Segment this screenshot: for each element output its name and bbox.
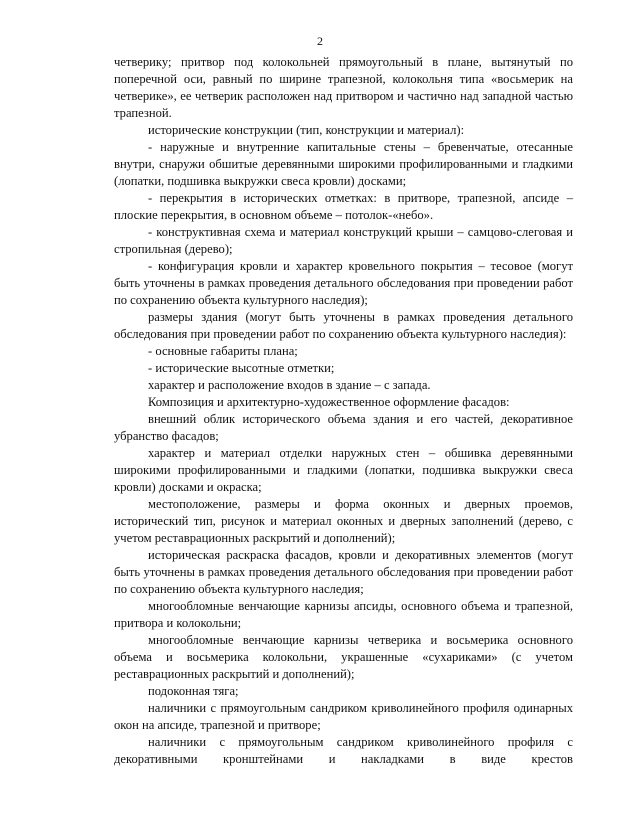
paragraph: - основные габариты плана; xyxy=(148,344,298,358)
page-number: 2 xyxy=(317,34,323,48)
paragraph: Композиция и архитектурно-художественное оформление фасадов: xyxy=(148,395,510,409)
paragraph: внешний облик исторического объема здания и его частей, декоративное убранство фасадов; xyxy=(114,412,573,443)
paragraph: многообломные венчающие карнизы апсиды, основного объема и трапезной, притвора и колокольни; xyxy=(114,599,573,630)
paragraph: историческая раскраска фасадов, кровли и декоративных элементов (могут быть уточнены в рамках проведения детального обследования при проведении работ по сохранению объекта культурного наследия; xyxy=(114,548,573,596)
paragraph: наличники с прямоугольным сандриком криволинейного профиля с декоративными кронштейнами и накладками в виде крестов xyxy=(114,735,573,766)
paragraph: характер и расположение входов в здание – с запада. xyxy=(148,378,431,392)
paragraph: - наружные и внутренние капитальные стены – бревенчатые, отесанные внутри, снаружи обшитые деревянными широкими профилированными и гладкими (лопатки, подшивка выкружки свеса кровли) досками; xyxy=(114,140,573,188)
paragraph: - перекрытия в исторических отметках: в притворе, трапезной, апсиде – плоские перекрытия, в основном объеме – потолок-«небо». xyxy=(114,191,573,222)
paragraph: исторические конструкции (тип, конструкции и материал): xyxy=(148,123,465,137)
paragraph: местоположение, размеры и форма оконных и дверных проемов, исторический тип, рисунок и материал оконных и дверных заполнений (дерево, с учетом реставрационных раскрытий и дополнений); xyxy=(114,497,573,545)
paragraph: - конструктивная схема и материал конструкций крыши – самцово-слеговая и стропильная (дерево); xyxy=(114,225,573,256)
document-body xyxy=(114,54,573,768)
paragraph: подоконная тяга; xyxy=(148,684,239,698)
paragraph: характер и материал отделки наружных стен – обшивка деревянными широкими профилированными и гладкими (лопатки, подшивка выкружки свеса кровли) досками и окраска; xyxy=(114,446,573,494)
paragraph: размеры здания (могут быть уточнены в рамках проведения детального обследования при проведении работ по сохранению объекта культурного наследия): xyxy=(114,310,573,341)
paragraph: - исторические высотные отметки; xyxy=(148,361,335,375)
paragraph: - конфигурация кровли и характер кровельного покрытия – тесовое (могут быть уточнены в рамках проведения детального обследования при проведении работ по сохранению объекта культурного наследия); xyxy=(114,259,573,307)
paragraph: многообломные венчающие карнизы четверика и восьмерика основного объема и восьмерика колокольни, украшенные «сухариками» (с учетом реставрационных раскрытий и дополнений); xyxy=(114,633,573,681)
paragraph: четверику; притвор под колокольней прямоугольный в плане, вытянутый по поперечной оси, равный по ширине трапезной, колокольня типа «восьмерик на четверике», ее четверик расположен над притвором и частично над западной частью трапезной. xyxy=(114,55,573,120)
paragraph: наличники с прямоугольным сандриком криволинейного профиля одинарных окон на апсиде, трапезной и притворе; xyxy=(114,701,573,732)
